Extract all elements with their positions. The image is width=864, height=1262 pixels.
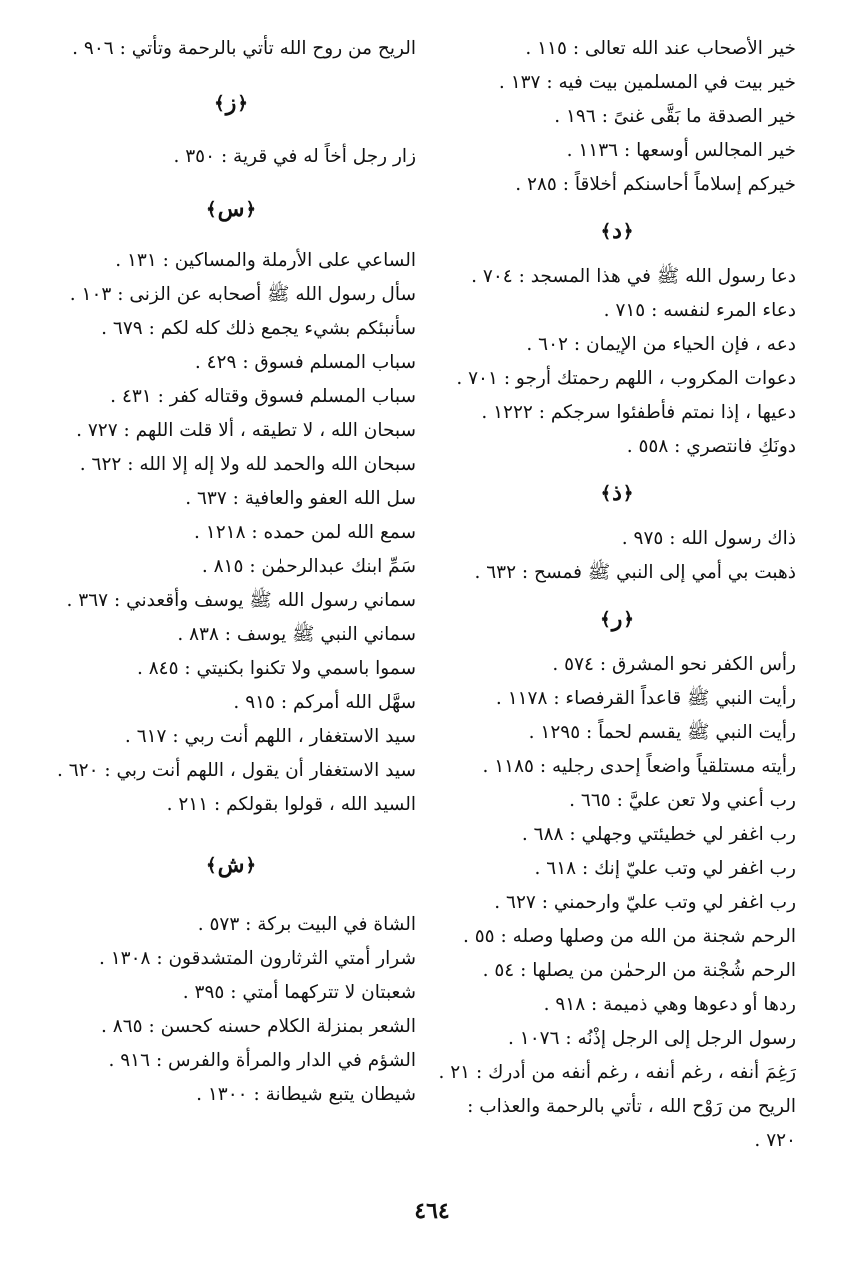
section-header-dhal	[438, 464, 796, 522]
index-entry: رأيته مستلقياً واضعاً إحدى رجليه : ١١٨٥ .	[482, 756, 796, 777]
section-header-shin	[46, 822, 416, 908]
ornament-open-icon: ﴿	[245, 198, 256, 220]
index-entry: سبحان الله والحمد لله ولا إله إلا الله : ٦٢٢ .	[79, 454, 416, 475]
section-letter: د	[612, 218, 622, 244]
ornament-close-icon: ﴾	[600, 608, 611, 630]
index-entry: شعبتان لا تتركهما أمتي : ٣٩٥ .	[182, 982, 416, 1003]
index-entry: دعوات المكروب ، اللهم رحمتك أرجو : ٧٠١ .	[456, 368, 796, 389]
ornament-close-icon: ﴾	[600, 220, 612, 242]
index-entry: سباب المسلم فسوق وقتاله كفر : ٤٣١ .	[110, 386, 416, 407]
index-entry: خير الأصحاب عند الله تعالى : ١١٥ .	[525, 38, 796, 59]
index-entry: سيد الاستغفار ، اللهم أنت ربي : ٦١٧ .	[124, 726, 416, 747]
index-entry: السيد الله ، قولوا بقولكم : ٢١١ .	[166, 794, 416, 815]
index-entry: رَغِمَ أنفه ، رغم أنفه ، رغم أنفه من أدرك : ٢١ .	[438, 1062, 796, 1083]
section-letter: س	[217, 196, 245, 222]
index-entry: سباب المسلم فسوق : ٤٢٩ .	[194, 352, 416, 373]
section-header-ra	[438, 590, 796, 648]
index-entry: ذهبت بي أمي إلى النبي ﷺ فمسح : ٦٣٢ .	[474, 562, 796, 583]
index-entry: خير بيت في المسلمين بيت فيه : ١٣٧ .	[498, 72, 796, 93]
ornament-close-icon: ﴾	[206, 198, 217, 220]
page-number: ٤٦٤	[414, 1198, 450, 1224]
index-entry: سل الله العفو والعافية : ٦٣٧ .	[185, 488, 416, 509]
index-entry: رب اغفر لي خطيئتي وجهلي : ٦٨٨ .	[521, 824, 796, 845]
index-entry: الشؤم في الدار والمرأة والفرس : ٩١٦ .	[108, 1050, 416, 1071]
section-header-dal	[438, 202, 796, 260]
index-entry: دعا رسول الله ﷺ في هذا المسجد : ٧٠٤ .	[471, 266, 796, 287]
index-entry: رأس الكفر نحو المشرق : ٥٧٤ .	[552, 654, 796, 675]
ornament-open-icon: ﴿	[245, 854, 256, 876]
kha-section	[438, 32, 796, 202]
index-entry: سَمِّ ابنك عبدالرحمٰن : ٨١٥ .	[201, 556, 416, 577]
index-entry: دعيها ، إذا نمتم فأطفئوا سرجكم : ١٢٢٢ .	[481, 402, 796, 423]
index-entry: خيركم إسلاماً أحاسنكم أخلاقاً : ٢٨٥ .	[515, 174, 796, 195]
index-entry: رب أعني ولا تعن عليَّ : ٦٦٥ .	[569, 790, 796, 811]
section-letter: ش	[217, 852, 245, 878]
section-header-zay	[46, 66, 416, 140]
index-entry: دونَكِ فانتصري : ٥٥٨ .	[626, 436, 796, 457]
index-entry: الريح من روح الله تأتي بالرحمة وتأتي : ٩٠٦ .	[72, 38, 416, 59]
index-entry: ذاك رسول الله : ٩٧٥ .	[621, 528, 796, 549]
shin-section	[46, 908, 416, 1112]
index-entry: رأيت النبي ﷺ يقسم لحماً : ١٢٩٥ .	[528, 722, 796, 743]
index-entry: رسول الرجل إلى الرجل إذْنُه : ١٠٧٦ .	[508, 1028, 796, 1049]
ra-section	[438, 648, 796, 1158]
index-entry: سماني النبي ﷺ يوسف : ٨٣٨ .	[177, 624, 416, 645]
sin-section	[46, 244, 416, 822]
ornament-close-icon: ﴾	[600, 482, 612, 504]
ornament-open-icon: ﴿	[237, 92, 248, 114]
index-entry: رب اغفر لي وتب عليّ وارحمني : ٦٢٧ .	[494, 892, 796, 913]
left-column	[46, 32, 416, 1112]
index-entry: سهَّل الله أمركم : ٩١٥ .	[233, 692, 416, 713]
index-entry: دعه ، فإن الحياء من الإيمان : ٦٠٢ .	[526, 334, 796, 355]
index-entry: سأنبئكم بشيء يجمع ذلك كله لكم : ٦٧٩ .	[101, 318, 416, 339]
index-entry: خير المجالس أوسعها : ١١٣٦ .	[566, 140, 796, 161]
dal-section	[438, 260, 796, 464]
section-letter: ر	[611, 606, 623, 632]
index-entry: خير الصدقة ما بَقَّى غنىً : ١٩٦ .	[554, 106, 796, 127]
ornament-open-icon: ﴿	[623, 608, 634, 630]
dhal-section	[438, 522, 796, 590]
index-entry: سماني رسول الله ﷺ يوسف وأقعدني : ٣٦٧ .	[66, 590, 416, 611]
index-entry: سبحان الله ، لا تطيقه ، ألا قلت اللهم : ٧٢٧ .	[76, 420, 416, 441]
index-entry: سمع الله لمن حمده : ١٢١٨ .	[194, 522, 416, 543]
index-entry: رب اغفر لي وتب عليّ إنك : ٦١٨ .	[534, 858, 796, 879]
index-entry: ردها أو دعوها وهي ذميمة : ٩١٨ .	[543, 994, 796, 1015]
ornament-close-icon: ﴾	[206, 854, 217, 876]
ornament-open-icon: ﴿	[622, 220, 634, 242]
index-entry: الرحم شُجْنة من الرحمٰن من يصلها : ٥٤ .	[482, 960, 796, 981]
section-letter: ذ	[612, 480, 622, 506]
index-entry: الساعي على الأرملة والمساكين : ١٣١ .	[115, 250, 416, 271]
index-entry: شرار أمتي الثرثارون المتشدقون : ١٣٠٨ .	[98, 948, 416, 969]
index-entry: الريح من رَوْح الله ، تأتي بالرحمة والعذاب : ٧٢٠ .	[467, 1096, 796, 1151]
zay-section	[46, 140, 416, 174]
section-header-sin	[46, 174, 416, 244]
section-letter: ز	[225, 90, 237, 116]
index-entry: الرحم شجنة من الله من وصلها وصله : ٥٥ .	[462, 926, 796, 947]
index-entry: زار رجل أخاً له في قرية : ٣٥٠ .	[173, 146, 416, 167]
index-entry: سموا باسمي ولا تكنوا بكنيتي : ٨٤٥ .	[136, 658, 416, 679]
index-entry: شيطان يتبع شيطانة : ١٣٠٠ .	[196, 1084, 416, 1105]
index-entry: سأل رسول الله ﷺ أصحابه عن الزنى : ١٠٣ .	[69, 284, 416, 305]
index-entry: الشاة في البيت بركة : ٥٧٣ .	[197, 914, 416, 935]
ornament-close-icon: ﴾	[214, 92, 225, 114]
index-entry: دعاء المرء لنفسه : ٧١٥ .	[603, 300, 796, 321]
index-entry: رأيت النبي ﷺ قاعداً القرفصاء : ١١٧٨ .	[495, 688, 796, 709]
index-entry: الشعر بمنزلة الكلام حسنه كحسن : ٨٦٥ .	[101, 1016, 416, 1037]
index-entry: سيد الاستغفار أن يقول ، اللهم أنت ربي : ٦٢٠ .	[56, 760, 416, 781]
ornament-open-icon: ﴿	[622, 482, 634, 504]
right-column	[438, 32, 796, 1158]
